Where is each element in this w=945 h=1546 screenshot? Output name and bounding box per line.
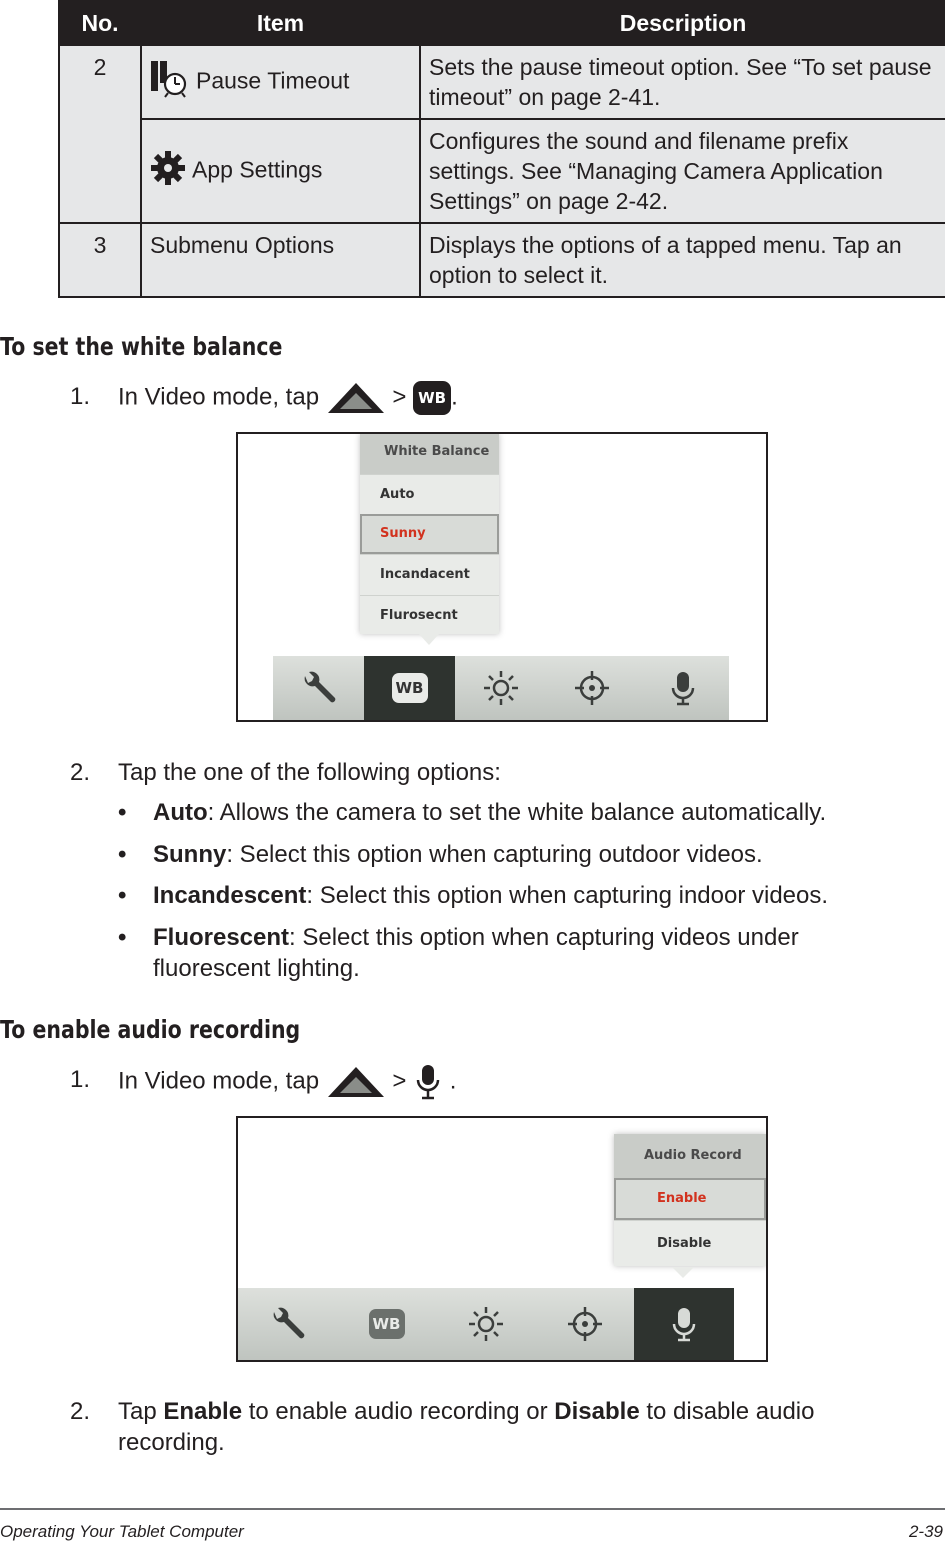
bullet-desc: : Select this option when capturing outdoor videos. — [226, 841, 763, 868]
focus-tool-button[interactable] — [546, 656, 637, 720]
wb-icon — [413, 381, 451, 415]
footer-divider — [0, 1508, 945, 1510]
step-enable-term: Enable — [163, 1398, 243, 1425]
bullet-term: Sunny — [153, 841, 227, 868]
step-mid: to enable audio recording or — [248, 1398, 548, 1425]
sun-icon — [466, 1304, 506, 1344]
focus-tool-button[interactable] — [535, 1288, 634, 1360]
bullet-dot: • — [118, 924, 127, 951]
menu-title: White Balance — [360, 434, 499, 474]
bullet-desc: : Allows the camera to set the white balance automatically. — [207, 799, 827, 826]
wb-tool-icon: WB — [392, 673, 428, 703]
step-number: 2. — [70, 759, 91, 786]
wrench-icon — [299, 668, 339, 708]
audio-step-2 — [70, 1396, 930, 1460]
audio-tool-button[interactable] — [637, 656, 728, 720]
audio-record-menu — [614, 1134, 766, 1266]
item-cell — [141, 119, 420, 223]
bullet-dot: • — [118, 882, 127, 909]
menu-option-flurosecnt[interactable]: Flurosecnt — [360, 595, 499, 636]
item-cell: Submenu Options — [141, 223, 420, 297]
settings-tool-button[interactable] — [273, 656, 364, 720]
microphone-icon — [413, 1064, 443, 1100]
bullet-desc: : Select this option when capturing indoor videos. — [306, 882, 829, 909]
step-end: . — [451, 383, 458, 411]
brightness-tool-button[interactable] — [436, 1288, 535, 1360]
step-number: 2. — [70, 1398, 91, 1425]
white-balance-screenshot — [236, 432, 768, 722]
step-separator: > — [392, 383, 407, 411]
description-cell: Configures the sound and filename prefix settings. See “Managing Camera Application Settings” on page 2-42. — [420, 119, 945, 223]
bullet-desc: : Select this option when capturing videos under fluorescent lighting. — [153, 924, 799, 982]
microphone-icon — [663, 668, 703, 708]
item-cell — [141, 45, 420, 119]
footer-title: Operating Your Tablet Computer — [0, 1522, 244, 1541]
wb-tool-button[interactable] — [364, 656, 455, 720]
camera-toolbar — [273, 656, 729, 720]
gear-icon — [150, 150, 186, 193]
description-cell: Displays the options of a tapped menu. Tap an option to select it. — [420, 223, 945, 297]
step-disable-term: Disable — [554, 1398, 640, 1425]
wb-icon-label: WB — [418, 389, 447, 407]
menu-triangle-icon — [326, 1065, 386, 1099]
page-number: 2-39 — [908, 1522, 943, 1541]
header-description: Description — [420, 1, 945, 45]
menu-pointer — [419, 634, 439, 646]
bullet-dot: • — [118, 799, 127, 826]
crosshair-icon — [572, 668, 612, 708]
menu-title: Audio Record — [614, 1134, 766, 1178]
settings-tool-button[interactable] — [238, 1288, 337, 1360]
item-label: App Settings — [192, 156, 323, 183]
step-end: to disable audio recording. — [118, 1398, 815, 1456]
menu-pointer — [672, 1267, 694, 1279]
step-text — [118, 381, 458, 415]
wb-step-1 — [70, 381, 930, 413]
table-row — [59, 119, 945, 223]
step-text: Tap the one of the following options: — [118, 759, 501, 786]
audio-tool-button[interactable] — [634, 1288, 734, 1360]
header-no: No. — [59, 1, 141, 45]
step-number: 1. — [70, 1066, 91, 1093]
menu-option-sunny[interactable]: Sunny — [360, 514, 499, 554]
step-tap: Tap — [118, 1398, 157, 1425]
table-row — [59, 223, 945, 297]
bullet-text — [153, 880, 853, 911]
table-header-row — [59, 1, 945, 45]
bullet-dot: • — [118, 841, 127, 868]
step-text — [118, 1396, 878, 1458]
step-text-before: In Video mode, tap — [118, 383, 320, 411]
table-row — [59, 45, 945, 119]
item-label: Pause Timeout — [196, 67, 350, 94]
microphone-icon — [664, 1304, 704, 1344]
sun-icon — [481, 668, 521, 708]
camera-toolbar — [238, 1288, 734, 1360]
step-end: . — [449, 1067, 457, 1095]
step-number: 1. — [70, 383, 91, 410]
bullet-text — [153, 797, 853, 828]
description-cell: Sets the pause timeout option. See “To set pause timeout” on page 2-41. — [420, 45, 945, 119]
pause-timeout-icon — [150, 60, 190, 105]
crosshair-icon — [565, 1304, 605, 1344]
brightness-tool-button[interactable] — [455, 656, 546, 720]
bullet-term: Incandescent — [153, 882, 307, 909]
wb-tool-button[interactable] — [337, 1288, 436, 1360]
section-heading-white-balance: To set the white balance — [0, 332, 283, 361]
audio-record-screenshot — [236, 1116, 768, 1362]
menu-option-auto[interactable]: Auto — [360, 474, 499, 514]
step-separator: > — [392, 1067, 407, 1095]
description-table — [58, 0, 945, 298]
step-text-before: In Video mode, tap — [118, 1067, 320, 1095]
row-number: 3 — [59, 223, 141, 297]
bullet-term: Fluorescent — [153, 924, 290, 951]
header-item: Item — [141, 1, 420, 45]
white-balance-menu — [360, 434, 499, 634]
menu-triangle-icon — [326, 381, 386, 415]
menu-option-incandacent[interactable]: Incandacent — [360, 554, 499, 595]
bullet-term: Auto — [153, 799, 208, 826]
wb-step-2 — [70, 757, 930, 789]
bullet-text — [153, 839, 853, 870]
menu-option-enable[interactable]: Enable — [614, 1178, 766, 1220]
bullet-text — [153, 922, 843, 984]
audio-step-1 — [70, 1064, 930, 1096]
section-heading-audio: To enable audio recording — [0, 1015, 301, 1044]
wb-tool-icon: WB — [369, 1309, 405, 1339]
wrench-icon — [268, 1304, 308, 1344]
menu-option-disable[interactable]: Disable — [614, 1220, 766, 1267]
row-number: 2 — [59, 45, 141, 223]
step-text — [118, 1064, 456, 1100]
